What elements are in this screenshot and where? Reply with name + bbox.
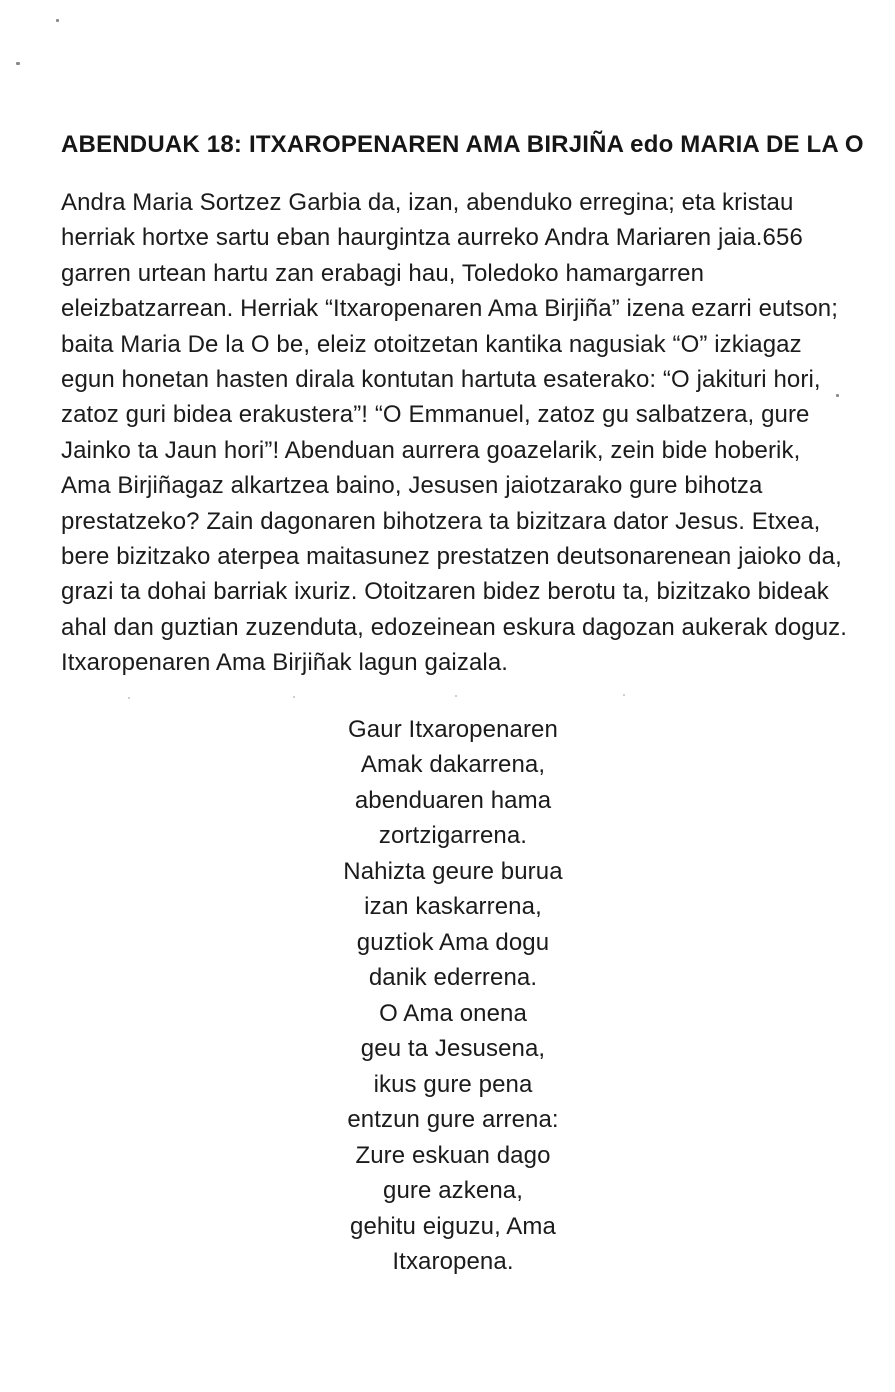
text-line: abenduaren hama	[354, 786, 552, 814]
text-line: gehitu eiguzu, Ama	[350, 1212, 556, 1240]
scan-speck	[16, 62, 20, 65]
body-paragraph	[61, 185, 847, 681]
text-line: guztiok Ama dogu	[356, 928, 550, 956]
text-line: garren urtean hartu zan erabagi hau, Toledoko hamargarren	[61, 259, 705, 287]
scan-speck	[836, 394, 839, 397]
page-title: ABENDUAK 18: ITXAROPENAREN AMA BIRJIÑA edo MARIA DE LA O	[61, 131, 864, 158]
text-line: geu ta Jesusena,	[360, 1035, 546, 1063]
text-line: Zure eskuan dago	[355, 1141, 551, 1169]
text-line: Nahizta geure burua	[343, 857, 563, 885]
text-line: Gaur Itxaropenaren	[348, 715, 558, 743]
poem-block	[61, 712, 845, 1280]
text-line: O Ama onena	[379, 999, 527, 1027]
text-line: ahal dan guztian zuzenduta, edozeinean eskura dagozan aukerak doguz.	[61, 613, 848, 641]
scan-speck	[623, 694, 625, 696]
text-line: baita Maria De la O be, eleiz otoitzetan kantika nagusiak “O” izkiagaz	[61, 330, 802, 358]
text-line: Andra Maria Sortzez Garbia da, izan, abenduko erregina; eta kristau	[61, 189, 794, 216]
scan-speck	[293, 696, 295, 698]
text-line: zatoz guri bidea erakustera”! “O Emmanuel, zatoz gu salbatzera, gure	[61, 401, 810, 429]
text-line: grazi ta dohai barriak ixuriz. Otoitzaren bidez berotu ta, bizitzako bideak	[61, 578, 829, 606]
text-line: Ama Birjiñagaz alkartzea baino, Jesusen jaiotzarako gure bihotza	[61, 472, 763, 500]
text-line: Itxaropena.	[392, 1248, 514, 1276]
text-line: Itxaropenaren Ama Birjiñak lagun gaizala.	[61, 649, 509, 677]
text-line: ikus gure pena	[373, 1070, 533, 1098]
text-line: herriak hortxe sartu eban haurgintza aurreko Andra Mariaren jaia.656	[61, 224, 803, 252]
text-line: Amak dakarrena,	[360, 751, 546, 779]
text-line: bere bizitzako aterpea maitasunez prestatzen deutsonarenean jaioko da,	[61, 543, 842, 571]
text-line: zortzigarrena.	[378, 822, 528, 850]
text-line: entzun gure arrena:	[347, 1106, 559, 1134]
text-line: egun honetan hasten dirala kontutan hartuta esaterako: “O jakituri hori,	[61, 366, 821, 394]
text-line: Jainko ta Jaun hori”! Abenduan aurrera goazelarik, zein bide hoberik,	[61, 436, 801, 464]
scan-speck	[56, 19, 59, 22]
text-line: danik ederrena.	[368, 964, 538, 992]
scan-speck	[455, 695, 457, 697]
text-line: prestatzeko? Zain dagonaren bihotzera ta bizitzara dator Jesus. Etxea,	[61, 507, 821, 535]
scan-speck	[128, 697, 130, 699]
text-line: gure azkena,	[383, 1177, 523, 1205]
text-line: eleizbatzarrean. Herriak “Itxaropenaren Ama Birjiña” izena ezarri eutson;	[61, 295, 838, 323]
text-line: izan kaskarrena,	[364, 893, 542, 921]
